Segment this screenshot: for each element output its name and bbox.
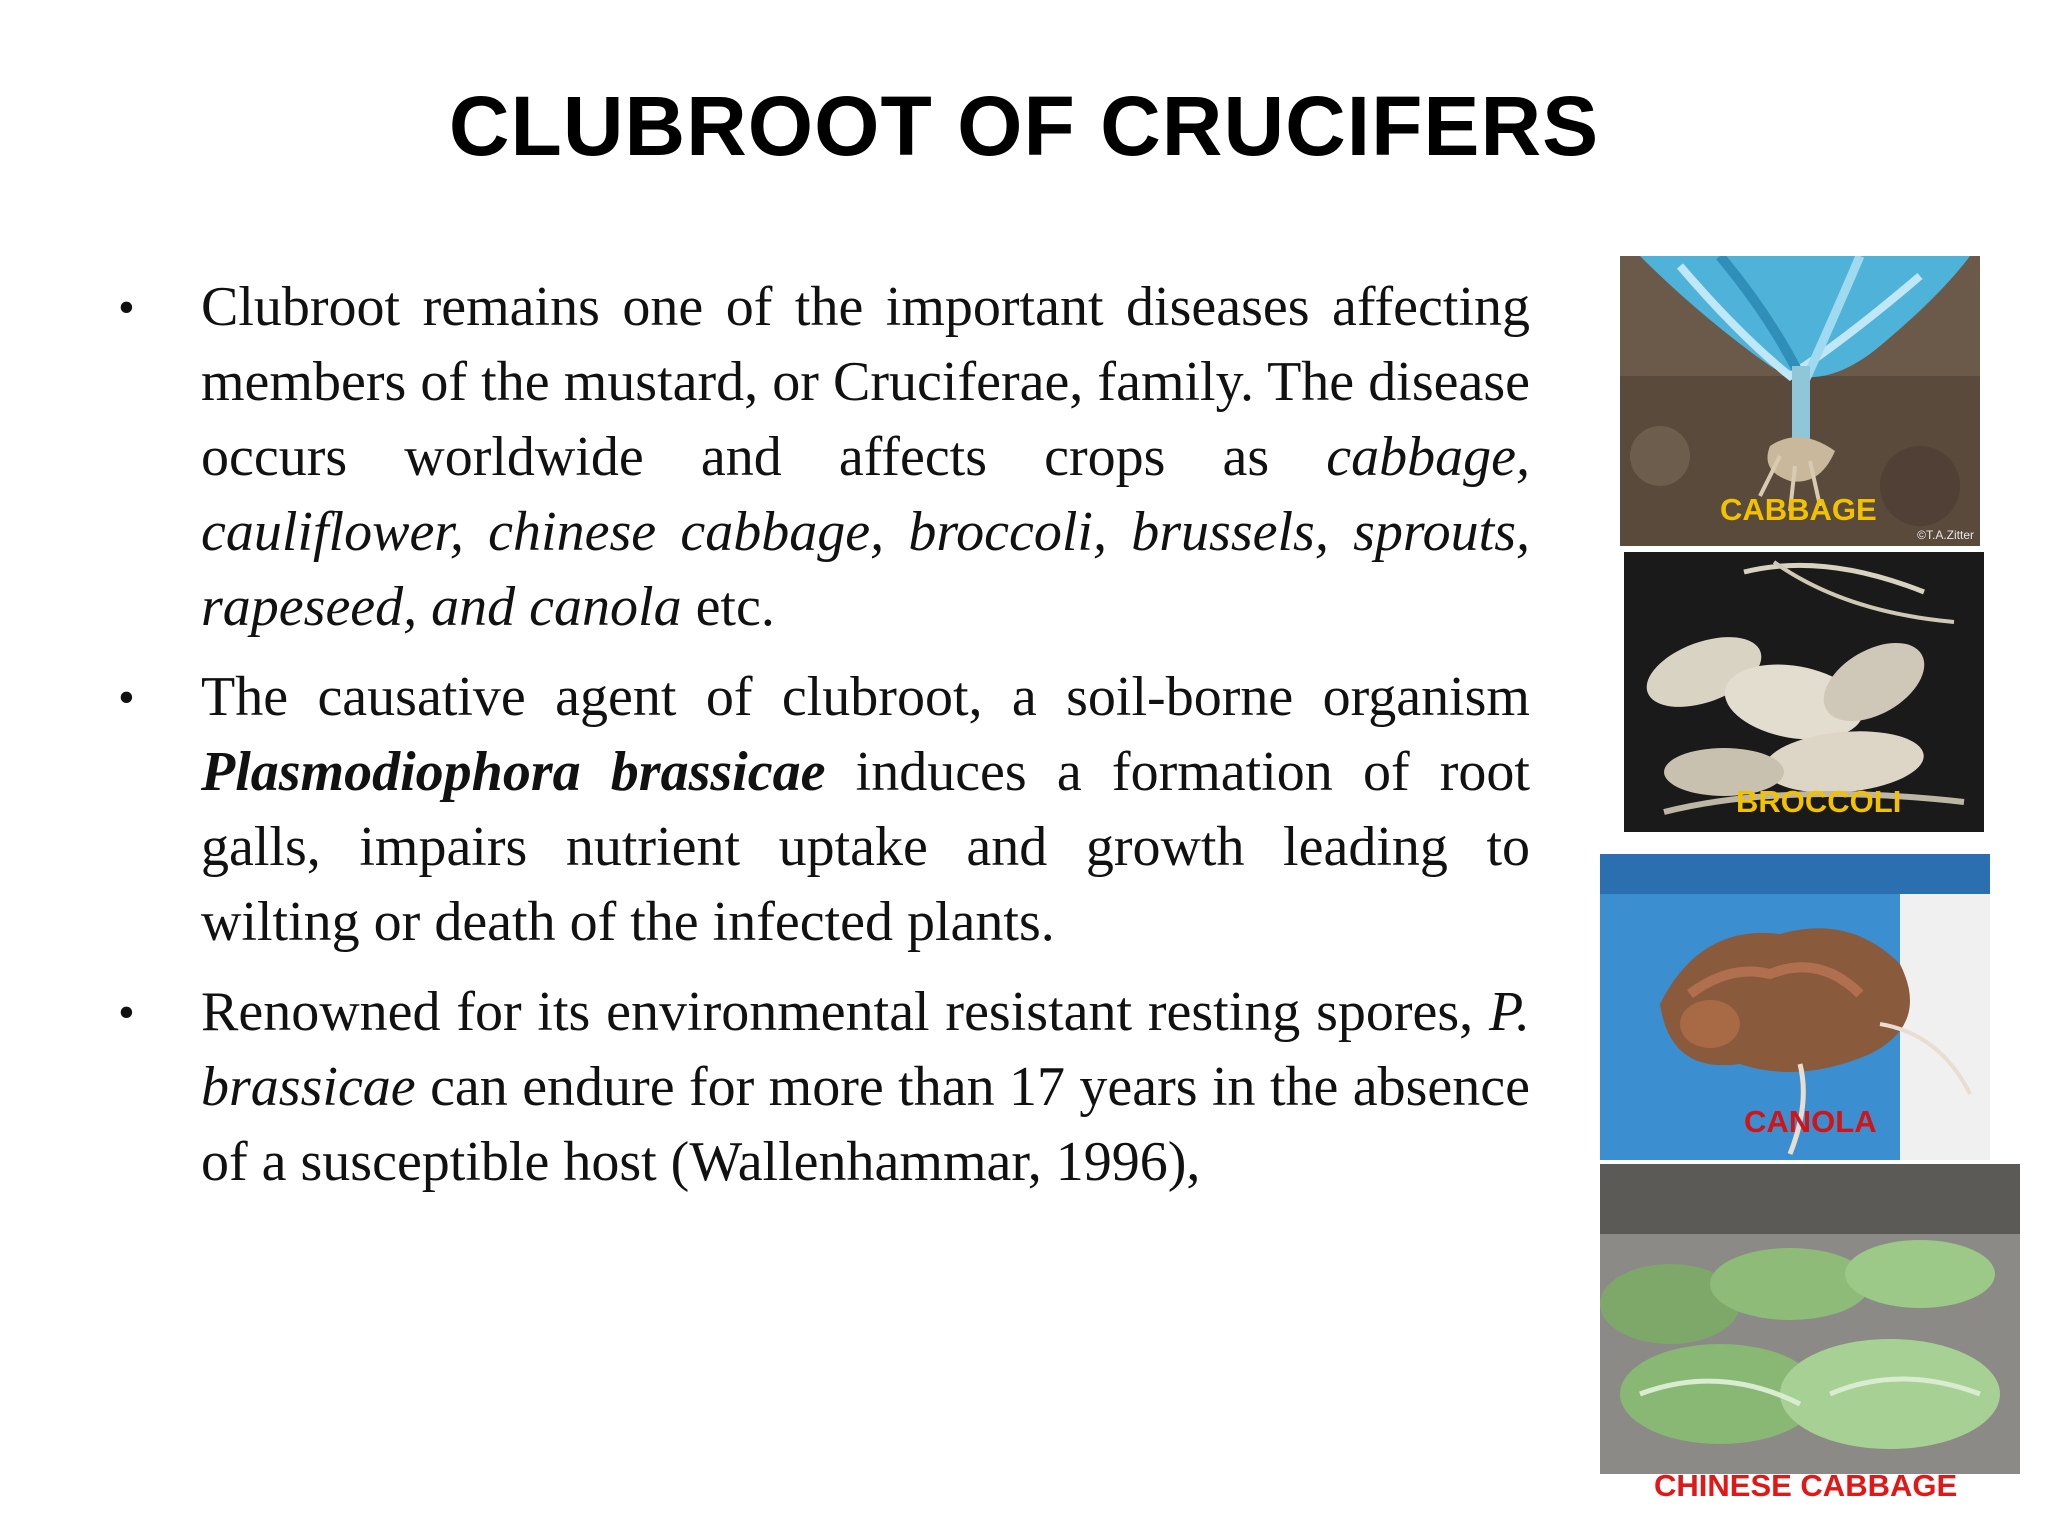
bullet-1-end: etc. [681, 576, 775, 638]
cabbage-photo [1620, 256, 1980, 546]
chinese-cabbage-label: CHINESE CABBAGE [1654, 1468, 1958, 1503]
cabbage-label: CABBAGE [1720, 492, 1877, 527]
slide-title: CLUBROOT OF CRUCIFERS [448, 79, 1600, 173]
bullet-item-1 [118, 270, 1530, 645]
bullet-marker: • [118, 671, 135, 724]
broccoli-label: BROCCOLI [1736, 784, 1902, 819]
bullet-3-text: Renowned for its environmental resistant resting spores, [201, 981, 1489, 1043]
bullet-marker: • [118, 986, 135, 1039]
bullet-3-species: P. brassicae [201, 981, 1530, 1118]
bullet-list [118, 270, 1530, 1215]
chinese-cabbage-photo [1600, 1164, 2020, 1474]
canola-label: CANOLA [1744, 1104, 1877, 1139]
bullet-1-text: Clubroot remains one of the important diseases affecting members of the mustard, or Cruciferae, family. The disease occurs worldwide and affects crops as [201, 276, 1530, 488]
photo-credit: ©T.A.Zitter [1917, 528, 1974, 542]
bullet-item-3 [118, 975, 1530, 1200]
bullet-3-end: can endure for more than 17 years in the absence of a susceptible host (Wallenhammar, 1996), [201, 1056, 1530, 1193]
bullet-1-crops: cabbage, cauliflower, chinese cabbage, broccoli, brussels, sprouts, rapeseed, and canola [201, 426, 1530, 638]
bullet-marker: • [118, 281, 135, 334]
bullet-2-species: Plasmodiophora brassicae [201, 741, 826, 803]
canola-photo [1600, 854, 1990, 1160]
bullet-2-text: The causative agent of clubroot, a soil-borne organism [201, 666, 1530, 728]
broccoli-photo [1624, 552, 1984, 832]
bullet-item-2 [118, 660, 1530, 960]
bullet-2-end: induces a formation of root galls, impairs nutrient uptake and growth leading to wilting or death of the infected plants. [201, 741, 1530, 953]
